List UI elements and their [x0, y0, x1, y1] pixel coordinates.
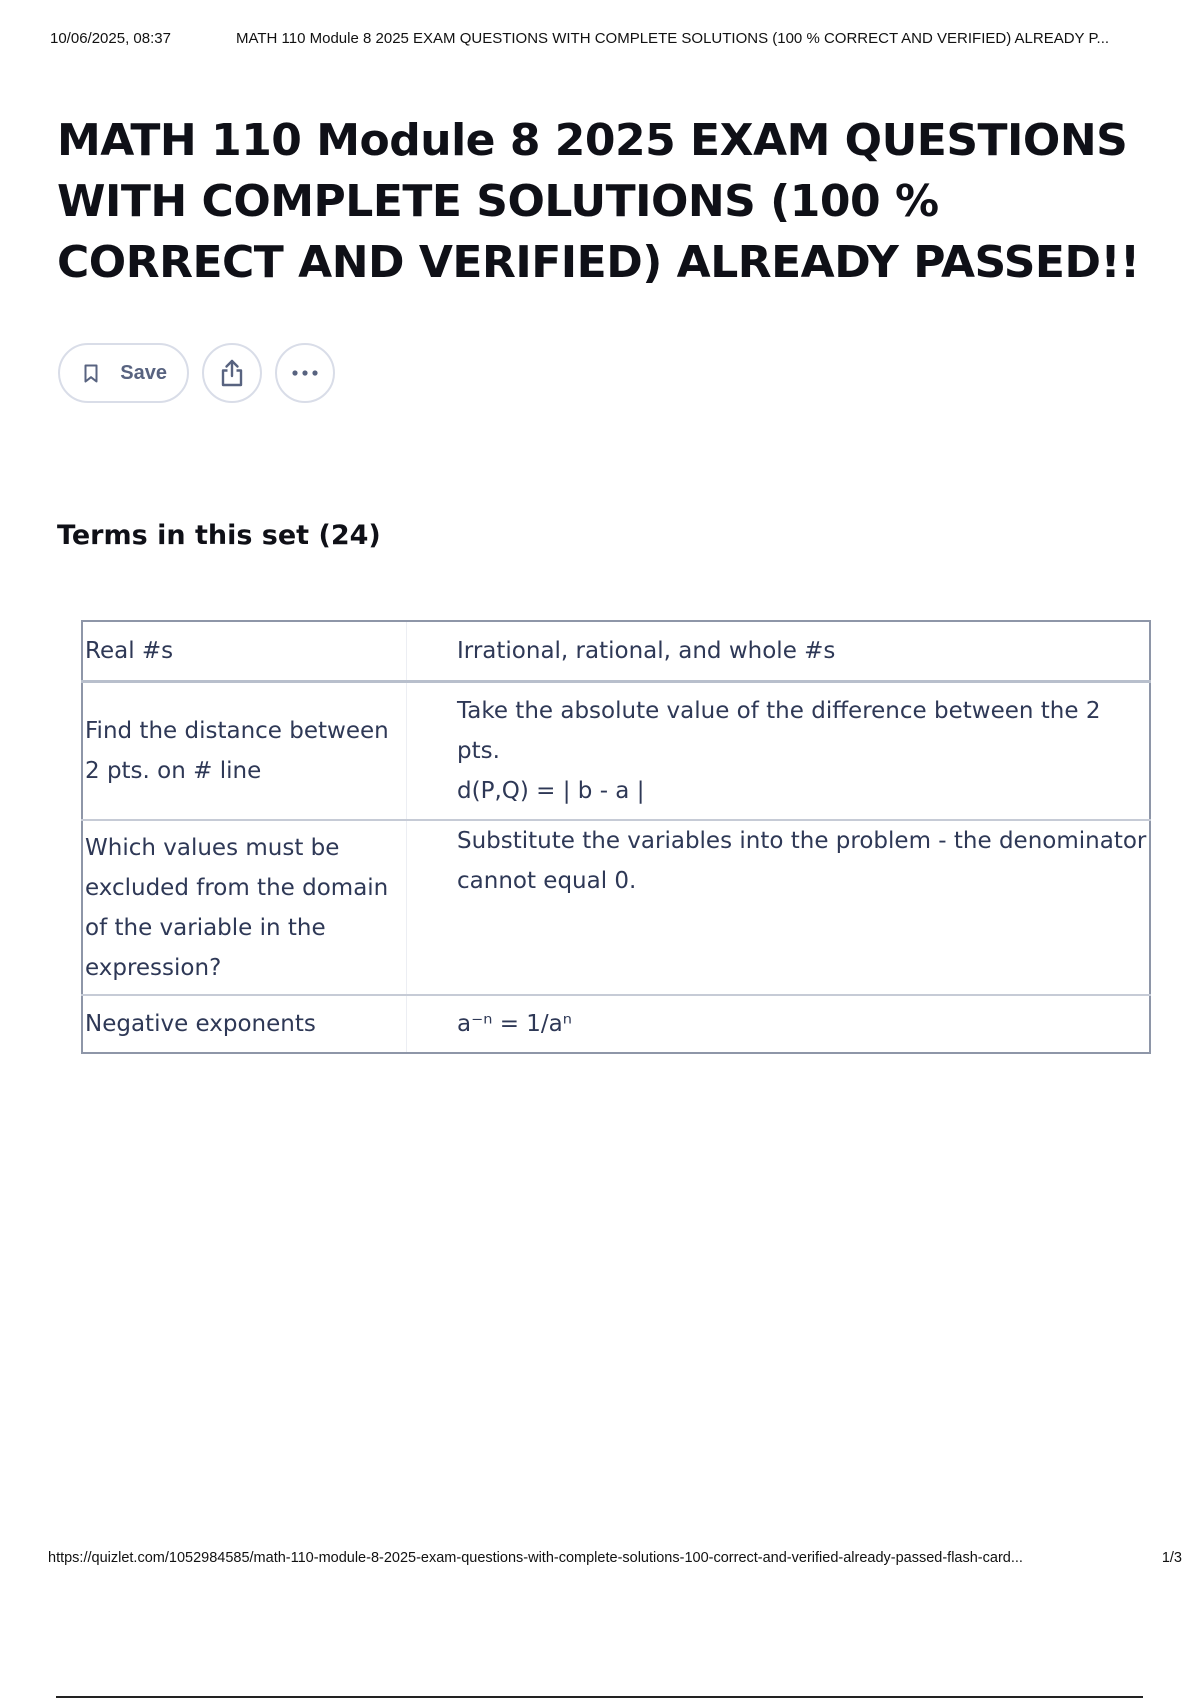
definition-formula: a⁻ⁿ = 1/aⁿ	[457, 1011, 572, 1037]
definition-formula: d(P,Q) = | b - a |	[457, 778, 645, 804]
definition-text: Take the absolute value of the difference between the 2 pts.	[457, 698, 1101, 764]
print-footer	[48, 1550, 1182, 1570]
save-label: Save	[120, 361, 167, 384]
print-header	[50, 30, 1178, 50]
definition-cell	[407, 682, 1151, 821]
definition-cell	[407, 621, 1151, 682]
term-row	[82, 995, 1150, 1053]
share-icon	[218, 358, 246, 388]
page-number: 1/3	[1161, 1550, 1182, 1566]
action-bar	[58, 343, 348, 403]
page-title: MATH 110 Module 8 2025 EXAM QUESTIONS WITH COMPLETE SOLUTIONS (100 % CORRECT AND VERIFIED) ALREADY PASSED!!	[57, 115, 1140, 288]
terms-table	[81, 620, 1151, 1054]
definition-text: Substitute the variables into the problem - the denominator cannot equal 0.	[457, 828, 1147, 894]
bookmark-icon	[84, 364, 98, 383]
print-url: https://quizlet.com/1052984585/math-110-module-8-2025-exam-questions-with-complete-solutions-100-correct-and-verified-already-passed-flash-card...	[48, 1550, 1023, 1566]
save-button[interactable]	[58, 343, 189, 403]
more-options-button[interactable]	[275, 343, 335, 403]
term-row	[82, 682, 1150, 821]
term-text: Negative exponents	[82, 995, 407, 1053]
definition-cell	[407, 995, 1151, 1053]
more-horizontal-icon	[292, 370, 318, 376]
term-text: Which values must be excluded from the domain of the variable in the expression?	[82, 820, 407, 995]
print-document-title: MATH 110 Module 8 2025 EXAM QUESTIONS WITH COMPLETE SOLUTIONS (100 % CORRECT AND VERIFIED) ALREADY P...	[236, 30, 1110, 47]
print-datetime: 10/06/2025, 08:37	[50, 30, 171, 47]
bottom-divider	[56, 1696, 1143, 1698]
share-button[interactable]	[202, 343, 262, 403]
term-text: Find the distance between 2 pts. on # line	[82, 682, 407, 821]
definition-cell	[407, 820, 1151, 995]
term-row	[82, 820, 1150, 995]
terms-heading: Terms in this set (24)	[57, 520, 381, 551]
definition-text: Irrational, rational, and whole #s	[457, 638, 836, 664]
term-row	[82, 621, 1150, 682]
term-text: Real #s	[82, 621, 407, 682]
